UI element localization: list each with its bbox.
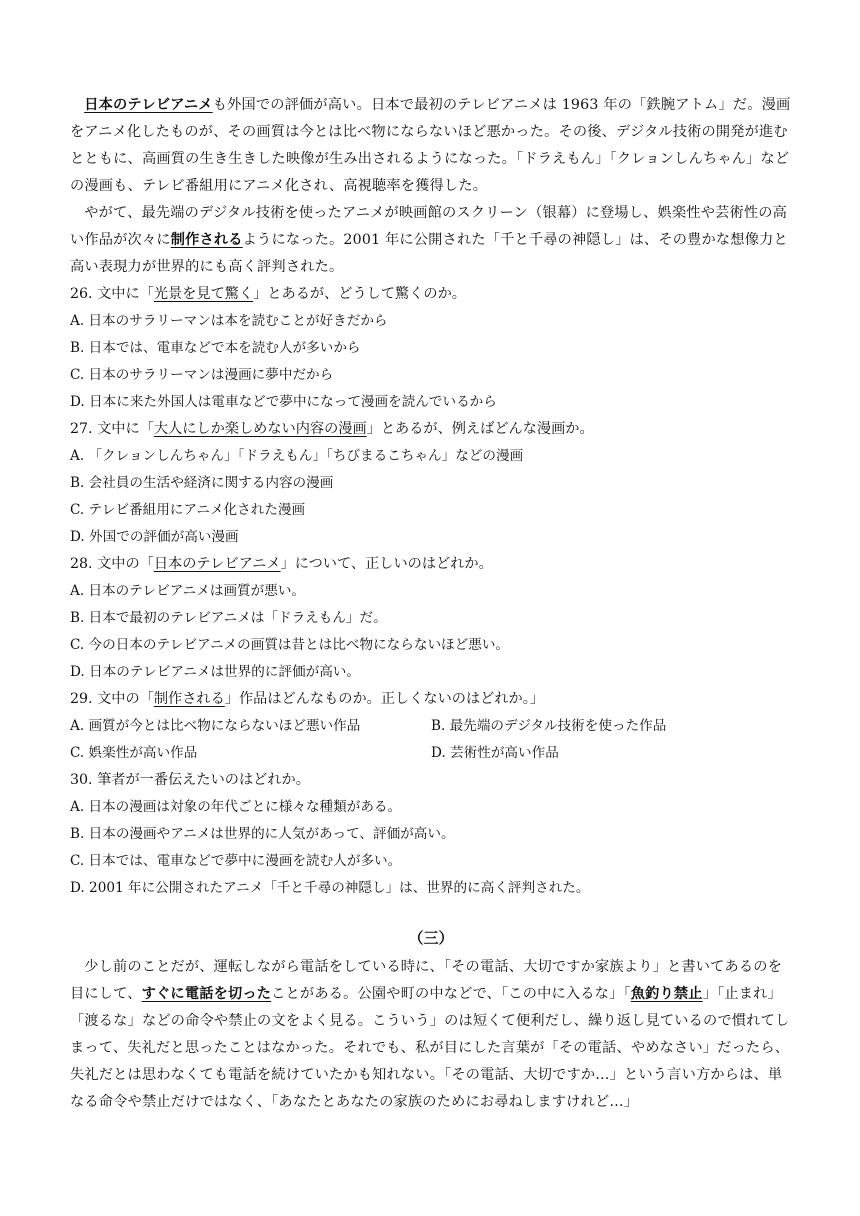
- option-a: A. 画質が今とは比べ物にならないほど悪い作品: [70, 718, 361, 734]
- option-c: C. 娯楽性が高い作品: [70, 745, 198, 761]
- option-row: [70, 713, 792, 740]
- question-stem: 30. 筆者が一番伝えたいのはどれか。: [70, 772, 310, 788]
- quoted-phrase: 日本のテレビアニメ: [153, 556, 281, 572]
- option-d: D. 日本のテレビアニメは世界的に評価が高い。: [70, 664, 360, 680]
- option-a: A. 「クレョンしんちゃん」「ドラえもん」「ちびまるこちゃん」などの漫画: [70, 448, 524, 464]
- option-d: D. 2001 年に公開されたアニメ「千と千尋の神隠し」は、世界的に高く評判された。: [70, 880, 590, 896]
- question-stem: 26. 文中に「光景を見て驚く」とあるが、どうして驚くのか。: [70, 286, 466, 302]
- underlined-phrase: 日本のテレビアニメ: [84, 97, 213, 113]
- question-stem: 28. 文中の「日本のテレビアニメ」について、正しいのはどれか。: [70, 556, 493, 572]
- section-3-paragraph: 少し前のことだが、運転しながら電話をしている時に、「その電話、大切ですか家族より」と書いてあるのを目にして、すぐに電話を切ったことがある。公園や町の中などで、「この中に入るな」「魚釣り禁止」「止まれ」「渡るな」などの命令や禁止の文をよく見る。こういう」のは短くて便利だし、繰り返し見ているので慣れてしまって、失礼だと思ったことはなかった。それでも、私が目にした言葉が「その電話、やめなさい」だったら、失礼だとは思わなくても電話を続けていたかも知れない。「その電話、大切ですか…」という言い方からは、単なる命令や禁止だけではなく、「あなたとあなたの家族のためにお尋ねしますけれど…」: [70, 959, 790, 1110]
- option-a: A. 日本の漫画は対象の年代ごとに様々な種類がある。: [70, 799, 402, 815]
- question-30: [70, 767, 792, 902]
- question-27: [70, 416, 792, 551]
- option-d: D. 外国での評価が高い漫画: [70, 529, 239, 545]
- option-b: B. 日本の漫画やアニメは世界的に人気があって、評価が高い。: [70, 826, 455, 842]
- passage-paragraph-2: やがて、最先端のデジタル技術を使ったアニメが映画館のスクリーン（银幕）に登場し、娯楽性や芸術性の高い作品が次々に制作されるようになった。2001 年に公開された「千と千尋の神隠し」は、その豊かな想像力と高い表現力が世界的にも高く評判された。: [70, 205, 788, 275]
- underlined-phrase: すぐに電話を切った: [141, 986, 272, 1002]
- option-b: B. 会社員の生活や経済に関する内容の漫画: [70, 475, 334, 491]
- option-a: A. 日本のテレビアニメは画質が悪い。: [70, 583, 306, 599]
- question-stem: 29. 文中の「制作される」作品はどんなものか。正しくないのはどれか。」: [70, 691, 544, 707]
- option-b: B. 日本で最初のテレビアニメは「ドラえもん」だ。: [70, 610, 387, 626]
- underlined-phrase: 制作される: [170, 232, 243, 248]
- section-title: （三）: [408, 929, 454, 947]
- option-b: B. 日本では、電車などで本を読む人が多いから: [70, 340, 361, 356]
- option-a: A. 日本のサラリーマンは本を読むことが好きだから: [70, 313, 388, 329]
- quoted-phrase: 大人にしか楽しめない内容の漫画: [153, 421, 367, 437]
- question-stem: 27. 文中に「大人にしか楽しめない内容の漫画」とあるが、例えばどんな漫画か。: [70, 421, 594, 437]
- option-c: C. 日本では、電車などで夢中に漫画を読む人が多い。: [70, 853, 402, 869]
- option-row: [70, 740, 792, 767]
- option-c: C. テレビ番組用にアニメ化された漫画: [70, 502, 306, 518]
- option-d: D. 芸術性が高い作品: [431, 745, 559, 761]
- document-page: [70, 92, 792, 1116]
- question-28: [70, 551, 792, 686]
- underlined-phrase: 魚釣り禁止: [630, 986, 703, 1002]
- question-26: [70, 281, 792, 416]
- quoted-phrase: 光景を見て驚く: [153, 286, 254, 302]
- quoted-phrase: 制作される: [153, 691, 225, 707]
- passage-paragraph-1: 日本のテレビアニメも外国での評価が高い。日本で最初のテレビアニメは 1963 年の「鉄腕アトム」だ。漫画をアニメ化したものが、その画質は今とは比べ物にならないほど悪かった。その後、デジタル技術の開発が進むとともに、高画質の生き生きした映像が生み出されるようになった。「ドラえもん」「クレョンしんちゃん」などの漫画も、テレビ番組用にアニメ化され、高視聴率を獲得した。: [70, 97, 791, 194]
- question-29: [70, 686, 792, 767]
- option-c: C. 今の日本のテレビアニメの画質は昔とは比べ物にならないほど悪い。: [70, 637, 510, 653]
- option-b: B. 最先端のデジタル技術を使った作品: [431, 718, 667, 734]
- option-d: D. 日本に来た外国人は電車などで夢中になって漫画を読んでいるから: [70, 394, 497, 410]
- option-c: C. 日本のサラリーマンは漫画に夢中だから: [70, 367, 334, 383]
